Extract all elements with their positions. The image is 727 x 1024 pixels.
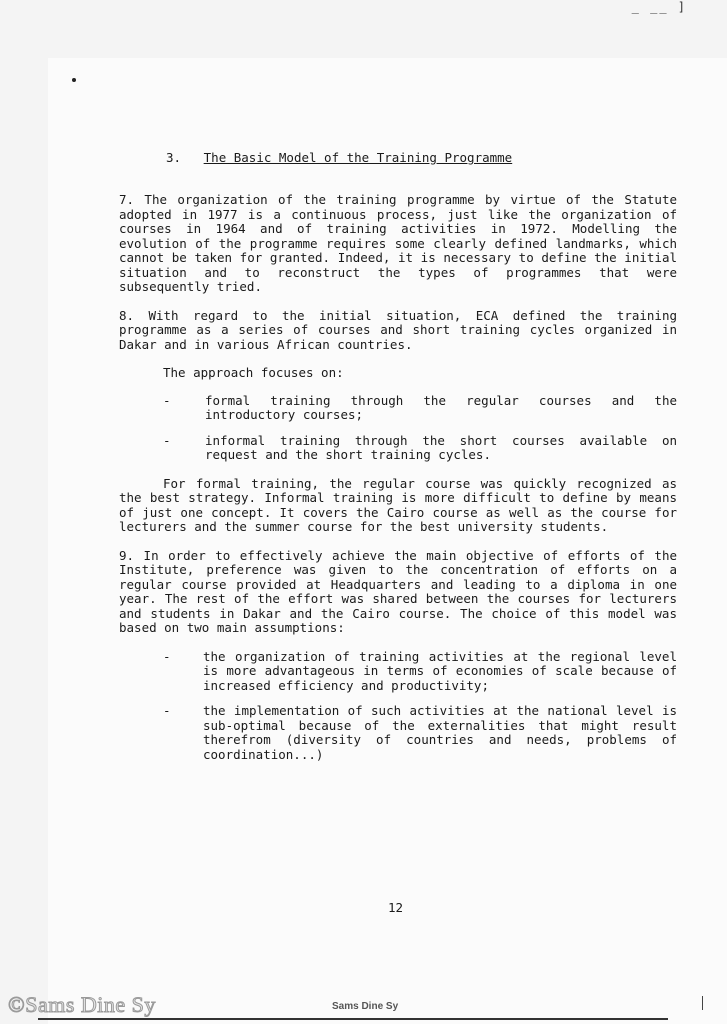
list-item-text: informal training through the short courses available on request and the short training cycles. <box>205 432 677 462</box>
section-heading <box>166 150 512 165</box>
list-item-text: the implementation of such activities at the national level is sub-optimal because of the externalities that might result therefrom (diversity of countries and needs, problems of coordination...) <box>203 703 677 762</box>
list-item-text: the organization of training activities at the regional level is more advantageous in terms of economies of scale because of increased efficiency and productivity; <box>203 648 677 693</box>
list-item <box>119 704 677 762</box>
document-body <box>119 193 677 773</box>
paragraph-8: 8. With regard to the initial situation, ECA defined the training programme as a series of courses and short training cycles organized in Dakar and in various African countries. <box>119 307 677 352</box>
footer-rule <box>38 1018 668 1020</box>
formal-training-paragraph: For formal training, the regular course was quickly recognized as the best strategy. Informal training is more difficult to define by means of just one concept. It covers the Cairo course as well as the course for lecturers and the summer course for the best university students. <box>119 475 677 534</box>
bullet-dash: - <box>163 432 171 448</box>
list-item <box>119 650 677 694</box>
list-item <box>119 434 677 463</box>
footer-author: Sams Dine Sy <box>332 1001 399 1012</box>
approach-intro: The approach focuses on: <box>163 365 344 380</box>
scan-edge-mark <box>702 996 703 1010</box>
bullet-dash: - <box>163 648 171 664</box>
page-number: 12 <box>388 900 404 915</box>
paragraph-9: 9. In order to effectively achieve the main objective of efforts of the Institute, preference was given to the concentration of efforts on a regular course provided at Headquarters and leading to a diploma in one year. The rest of the effort was shared between the courses for lecturers and students in Dakar and the Cairo course. The choice of this model was based on two main assumptions: <box>119 547 677 635</box>
section-number: 3. <box>166 150 182 165</box>
watermark: ©Sams Dine Sy <box>8 992 156 1017</box>
list-item <box>119 394 677 423</box>
bullet-dash: - <box>163 703 171 718</box>
section-title: The Basic Model of the Training Programme <box>203 150 513 165</box>
bullet-dash: - <box>163 392 171 408</box>
list-item-text: formal training through the regular courses and the introductory courses; <box>205 392 677 422</box>
paragraph-7: 7. The organization of the training programme by virtue of the Statute adopted in 1977 is a continuous process, just like the organization of courses in 1964 and of training activities in 1972. Modelling the evolution of the programme requires some clearly defined landmarks, which cannot be taken for granted. Indeed, it is necessary to define the initial situation and to reconstruct the types of programmes that were subsequently tried. <box>119 192 677 294</box>
scan-speck <box>72 78 76 82</box>
scan-edge-marks: _ __ ] <box>631 0 687 14</box>
